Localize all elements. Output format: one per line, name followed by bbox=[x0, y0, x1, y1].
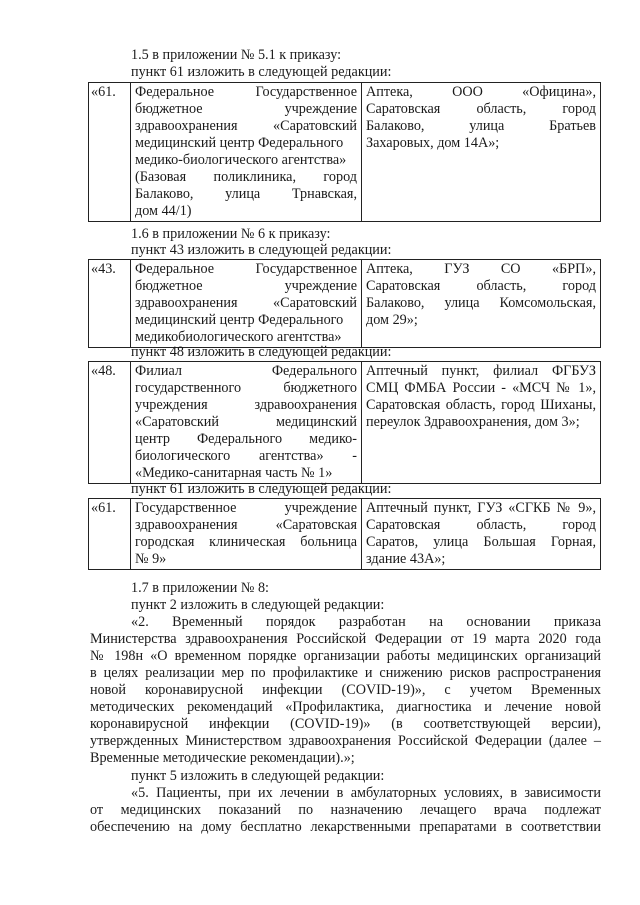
record-table bbox=[88, 259, 601, 348]
instruction-line: пункт 2 изложить в следующей редакции: bbox=[131, 597, 385, 613]
organization-line: Государственное учреждение bbox=[135, 500, 357, 516]
record-number: «48. bbox=[89, 362, 131, 484]
paragraph-line: № 198н «О временном порядке организации работы медицинских организаций bbox=[90, 648, 601, 664]
organization-line: дом 44/1) bbox=[135, 203, 192, 219]
organization-line: здравоохранения «Саратовский bbox=[135, 295, 357, 311]
section-heading: 1.5 в приложении № 5.1 к приказу: bbox=[131, 47, 342, 63]
instruction-line: пункт 61 изложить в следующей редакции: bbox=[131, 481, 392, 497]
paragraph-line: обеспечению на дому бесплатно лекарственными препаратами в соответствии bbox=[90, 819, 601, 835]
address-cell bbox=[362, 83, 601, 222]
organization-line: Федеральное Государственное bbox=[135, 84, 357, 100]
address-line: Аптечный пункт, филиал ФГБУЗ bbox=[366, 363, 596, 379]
organization-line: медицинский центр Федерального bbox=[135, 312, 344, 328]
record-number: «43. bbox=[89, 260, 131, 348]
paragraph-line: Временные методические рекомендации).»; bbox=[90, 750, 355, 766]
address-line: дом 29»; bbox=[366, 312, 418, 328]
address-line: Аптека, ООО «Официна», bbox=[366, 84, 596, 100]
organization-line: здравоохранения «Саратовская bbox=[135, 517, 357, 533]
organization-line: Филиал Федерального bbox=[135, 363, 357, 379]
address-line: Саратовская область, город Шиханы, bbox=[366, 397, 596, 413]
address-line: здание 43А»; bbox=[366, 551, 446, 567]
organization-line: медико-биологического агентства» bbox=[135, 152, 347, 168]
organization-line: «Медико-санитарная часть № 1» bbox=[135, 465, 333, 481]
paragraph-line: утвержденных Министерством здравоохранения Российской Федерации (далее – bbox=[90, 733, 601, 749]
address-line: Балаково, улица Братьев bbox=[366, 118, 596, 134]
address-cell bbox=[362, 362, 601, 484]
record-table bbox=[88, 498, 601, 570]
record-table bbox=[88, 82, 601, 222]
organization-cell bbox=[131, 499, 362, 570]
paragraph-line: в целях реализации мер по профилактике и снижению рисков распространения bbox=[90, 665, 601, 681]
organization-cell bbox=[131, 260, 362, 348]
paragraph-line: от медицинских показаний по назначению лечащего врача подлежат bbox=[90, 802, 601, 818]
organization-line: здравоохранения «Саратовский bbox=[135, 118, 357, 134]
organization-line: государственного бюджетного bbox=[135, 380, 357, 396]
paragraph-line: «2. Временный порядок разработан на основании приказа bbox=[131, 614, 601, 630]
organization-line: № 9» bbox=[135, 551, 167, 567]
organization-line: бюджетное учреждение bbox=[135, 101, 357, 117]
paragraph-line: Министерства здравоохранения Российской Федерации от 19 марта 2020 года bbox=[90, 631, 601, 647]
organization-line: учреждения здравоохранения bbox=[135, 397, 357, 413]
organization-line: медицинский центр Федерального bbox=[135, 135, 344, 151]
organization-line: городская клиническая больница bbox=[135, 534, 357, 550]
paragraph-line: методических рекомендаций «Профилактика, диагностика и лечение новой bbox=[90, 699, 601, 715]
address-line: Захаровых, дом 14А»; bbox=[366, 135, 500, 151]
paragraph-line: «5. Пациенты, при их лечении в амбулаторных условиях, в зависимости bbox=[131, 785, 601, 801]
address-line: переулок Здравоохранения, дом 3»; bbox=[366, 414, 580, 430]
address-line: Саратов, улица Большая Горная, bbox=[366, 534, 596, 550]
address-cell bbox=[362, 499, 601, 570]
organization-line: медикобиологического агентства» bbox=[135, 329, 342, 345]
organization-cell bbox=[131, 362, 362, 484]
record-number: «61. bbox=[89, 499, 131, 570]
address-line: Саратовская область, город bbox=[366, 517, 596, 533]
instruction-line: пункт 48 изложить в следующей редакции: bbox=[131, 344, 392, 360]
organization-line: биологического агентства» - bbox=[135, 448, 357, 464]
organization-line: (Базовая поликлиника, город bbox=[135, 169, 357, 185]
paragraph-line: коронавирусной инфекции (COVID-19)» (в соответствующей версии), bbox=[90, 716, 601, 732]
record-number: «61. bbox=[89, 83, 131, 222]
organization-line: «Саратовский медицинский bbox=[135, 414, 357, 430]
paragraph-line: новой коронавирусной инфекции (COVID-19)», с учетом Временных bbox=[90, 682, 601, 698]
organization-line: бюджетное учреждение bbox=[135, 278, 357, 294]
organization-line: центр Федерального медико- bbox=[135, 431, 357, 447]
organization-line: Балаково, улица Трнавская, bbox=[135, 186, 357, 202]
address-line: Балаково, улица Комсомольская, bbox=[366, 295, 596, 311]
address-line: Саратовская область, город bbox=[366, 278, 596, 294]
record-table bbox=[88, 361, 601, 484]
section-heading: 1.6 в приложении № 6 к приказу: bbox=[131, 226, 331, 242]
address-line: Аптечный пункт, ГУЗ «СГКБ № 9», bbox=[366, 500, 596, 516]
address-cell bbox=[362, 260, 601, 348]
address-line: Аптека, ГУЗ СО «БРП», bbox=[366, 261, 596, 277]
instruction-line: пункт 61 изложить в следующей редакции: bbox=[131, 64, 392, 80]
organization-cell bbox=[131, 83, 362, 222]
instruction-line: пункт 43 изложить в следующей редакции: bbox=[131, 242, 392, 258]
organization-line: Федеральное Государственное bbox=[135, 261, 357, 277]
instruction-line: пункт 5 изложить в следующей редакции: bbox=[131, 768, 385, 784]
address-line: Саратовская область, город bbox=[366, 101, 596, 117]
section-heading: 1.7 в приложении № 8: bbox=[131, 580, 269, 596]
address-line: СМЦ ФМБА России - «МСЧ № 1», bbox=[366, 380, 596, 396]
